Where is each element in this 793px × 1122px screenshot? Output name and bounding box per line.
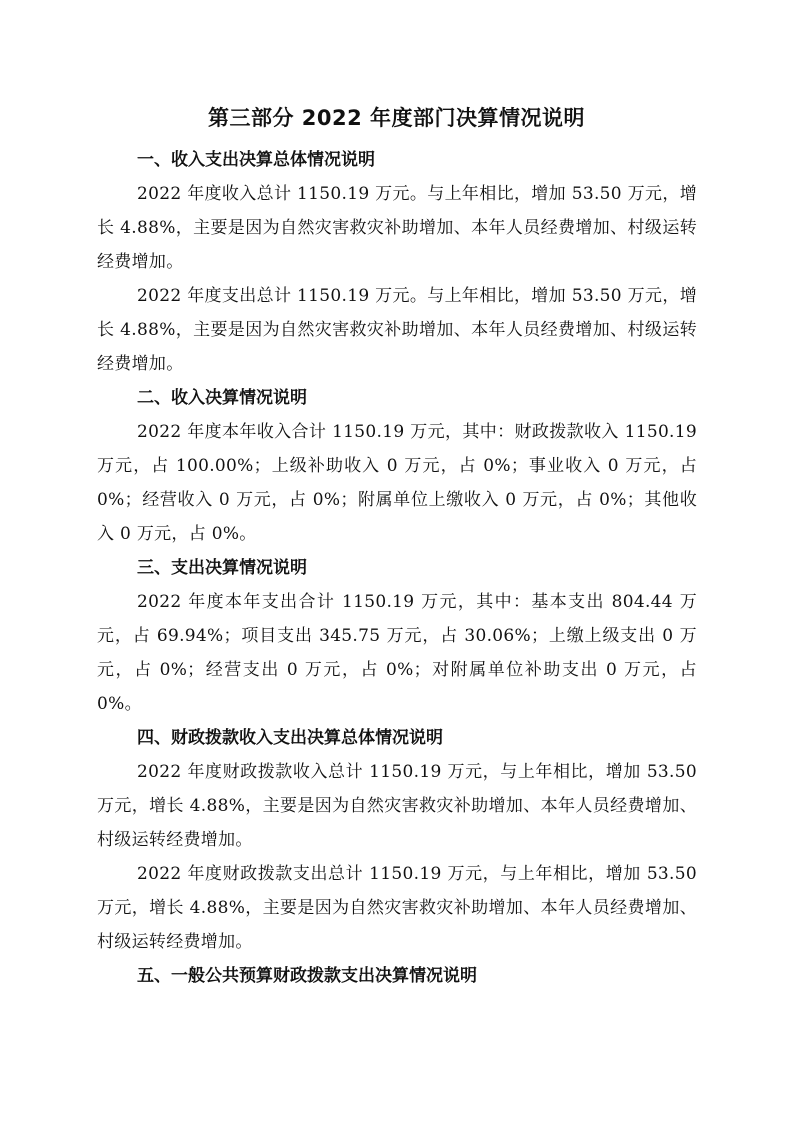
section-1-paragraph-1: 2022 年度收入总计 1150.19 万元。与上年相比，增加 53.50 万元，增长 4.88%，主要是因为自然灾害救灾补助增加、本年人员经费增加、村级运转经费增加。 [97,184,697,272]
section-4-paragraph-1: 2022 年度财政拨款收入总计 1150.19 万元，与上年相比，增加 53.50 万元，增长 4.88%，主要是因为自然灾害救灾补助增加、本年人员经费增加、村级运转经费增加。 [97,762,697,850]
section-heading-3: 三、支出决算情况说明 [137,558,307,578]
section-heading-1: 一、收入支出决算总体情况说明 [137,150,375,170]
section-3-paragraph-1: 2022 年度本年支出合计 1150.19 万元，其中：基本支出 804.44 万元，占 69.94%；项目支出 345.75 万元，占 30.06%；上缴上级支出 0 万元，占 0%；经营支出 0 万元，占 0%；对附属单位补助支出 0 万元，占 0%。 [97,592,697,714]
page-title: 第三部分 2022 年度部门决算情况说明 [207,106,586,130]
section-2-paragraph-1: 2022 年度本年收入合计 1150.19 万元，其中：财政拨款收入 1150.19 万元，占 100.00%；上级补助收入 0 万元，占 0%；事业收入 0 万元，占 0%；经营收入 0 万元，占 0%；附属单位上缴收入 0 万元，占 0%；其他收入 0 万元，占 0%。 [97,422,697,544]
section-heading-5: 五、一般公共预算财政拨款支出决算情况说明 [137,966,477,986]
section-heading-2: 二、收入决算情况说明 [137,388,307,408]
section-1-paragraph-2: 2022 年度支出总计 1150.19 万元。与上年相比，增加 53.50 万元，增长 4.88%，主要是因为自然灾害救灾补助增加、本年人员经费增加、村级运转经费增加。 [97,286,697,374]
section-heading-4: 四、财政拨款收入支出决算总体情况说明 [137,728,443,748]
document-body [97,143,697,993]
section-4-paragraph-2: 2022 年度财政拨款支出总计 1150.19 万元，与上年相比，增加 53.50 万元，增长 4.88%，主要是因为自然灾害救灾补助增加、本年人员经费增加、村级运转经费增加。 [97,864,697,952]
